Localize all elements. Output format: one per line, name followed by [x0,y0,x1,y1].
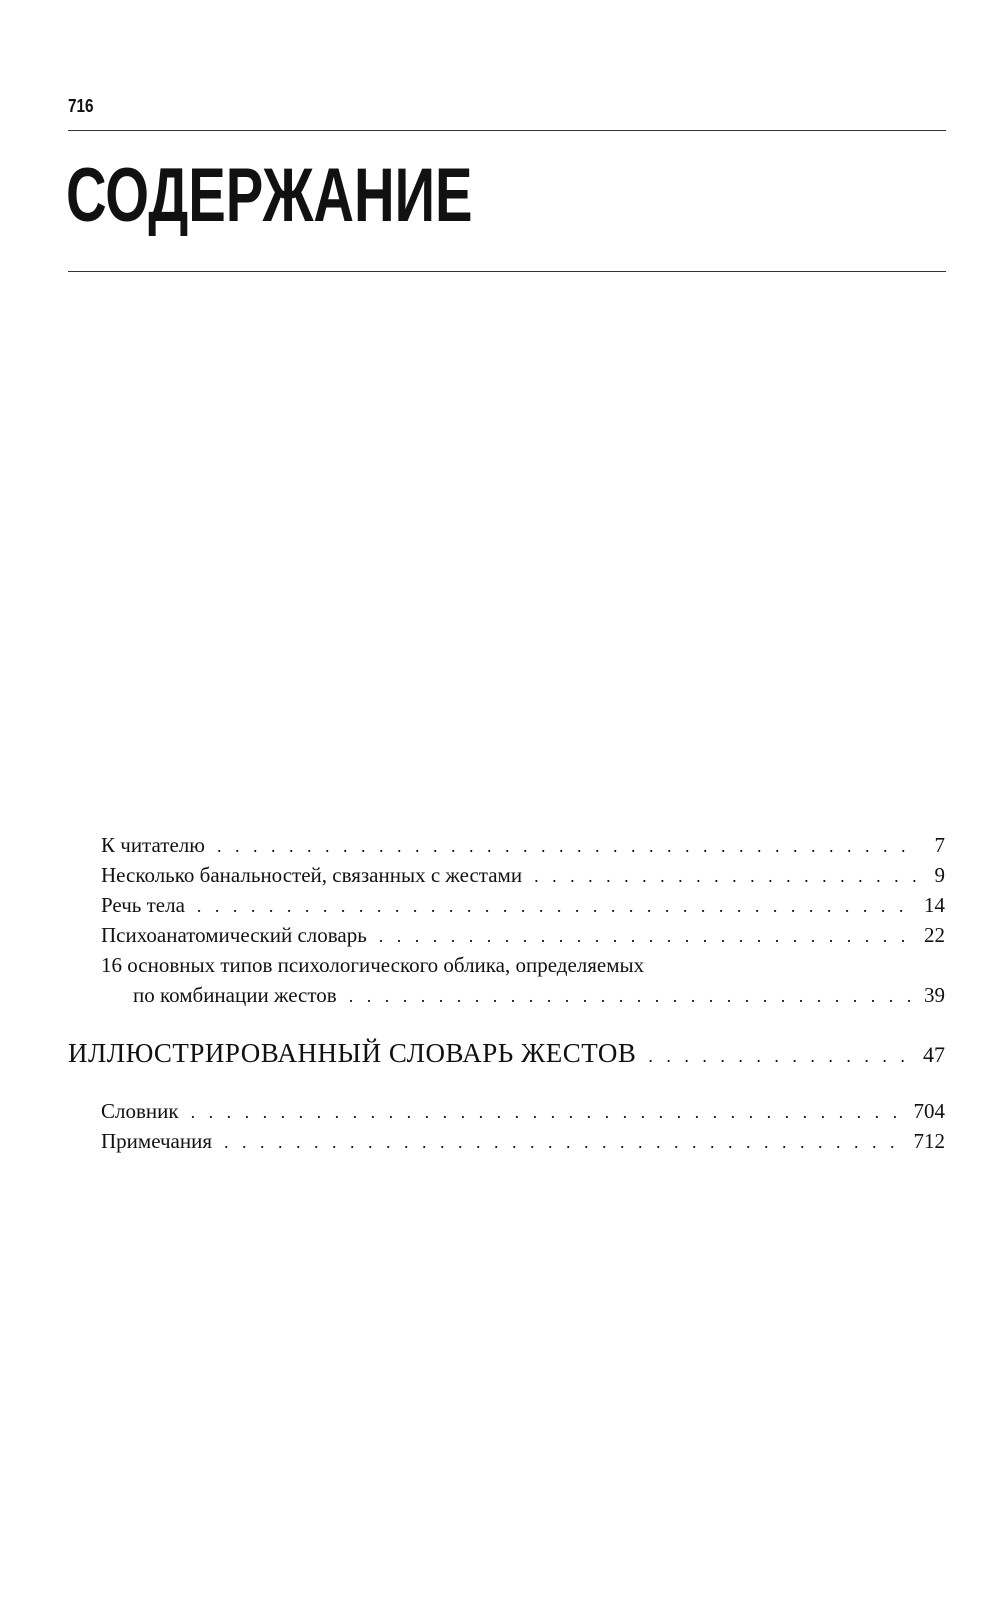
toc-section-label: ИЛЛЮСТРИРОВАННЫЙ СЛОВАРЬ ЖЕСТОВ [68,1038,637,1068]
page-title: СОДЕРЖАНИЕ [66,153,473,238]
toc-entry[interactable] [101,1101,945,1122]
toc-entry-label: К читателю [101,833,205,857]
dot-leader [379,927,918,945]
dot-leader [349,987,918,1005]
toc-entry-page: 22 [924,923,945,947]
toc-entry[interactable] [101,895,945,916]
toc-entry[interactable] [101,925,945,946]
toc-entry[interactable] [101,835,945,856]
toc-entry-page: 9 [934,863,945,887]
page-number: 716 [68,96,94,116]
dot-leader [191,1103,908,1121]
toc-section-page: 47 [923,1042,945,1067]
dot-leader [224,1133,907,1151]
toc-entry-page: 14 [924,893,945,917]
dot-leader [648,1047,917,1065]
toc-section-entry[interactable] [68,1040,945,1067]
dot-leader [217,837,919,855]
toc-entry-page: 712 [913,1129,945,1153]
toc-entry-label: Примечания [101,1129,213,1153]
toc-entry[interactable] [101,1131,945,1152]
toc-entry-page: 704 [913,1099,945,1123]
toc-entry-label: по комбинации жестов [133,983,337,1007]
toc-entry-label: Психоанатомический словарь [101,923,367,947]
toc-entry-label: Речь тела [101,893,185,917]
toc-entry-label: Словник [101,1099,179,1123]
toc-entry[interactable] [133,985,945,1006]
toc-entry-page: 39 [924,983,945,1007]
toc-entry-label: Несколько банальностей, связанных с жестами [101,863,523,887]
toc-entry-label-line1[interactable]: 16 основных типов психологического облика, определяемых [101,953,645,977]
dot-leader [534,867,919,885]
dot-leader [197,897,918,915]
toc-entry[interactable] [101,865,945,886]
toc-entry-page: 7 [934,833,945,857]
